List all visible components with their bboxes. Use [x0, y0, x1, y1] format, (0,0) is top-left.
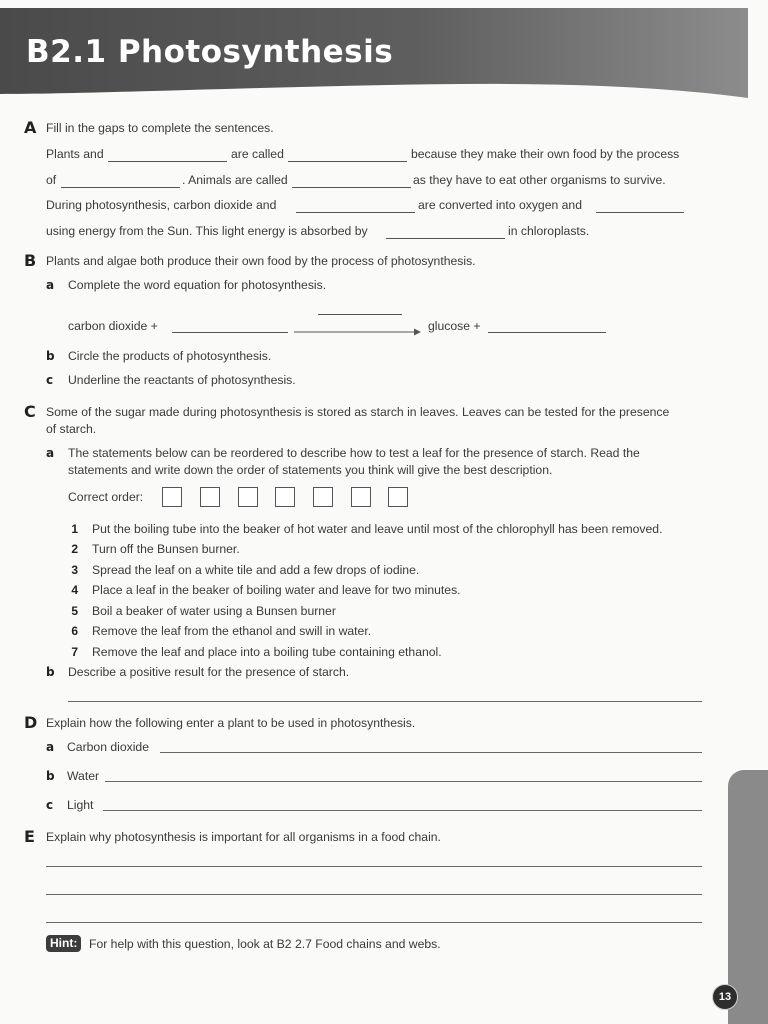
step-number: 2	[71, 542, 78, 556]
order-box-6[interactable]	[351, 487, 371, 507]
step-text: Spread the leaf on a white tile and add a few drops of iodine.	[92, 563, 420, 577]
d-a-text: Carbon dioxide	[67, 740, 149, 754]
equation-left: carbon dioxide +	[68, 319, 158, 333]
step-number: 4	[71, 583, 78, 597]
a-blank-5[interactable]	[296, 212, 415, 213]
a-line3-text2: are converted into oxygen and	[418, 198, 582, 212]
a-line2-text2: . Animals are called	[182, 173, 288, 187]
d-a-answer-line[interactable]	[160, 752, 702, 753]
step-text: Place a leaf in the beaker of boiling water and leave for two minutes.	[92, 583, 461, 597]
section-e-text: Explain why photosynthesis is important for all organisms in a food chain.	[46, 830, 441, 844]
step-number: 6	[71, 624, 78, 638]
step-text: Turn off the Bunsen burner.	[92, 542, 240, 556]
b-c-text: Underline the reactants of photosynthesis.	[68, 373, 296, 387]
d-a-label: a	[46, 740, 55, 754]
section-c-letter: C	[24, 402, 36, 421]
c-a-label: a	[46, 446, 55, 460]
side-tab	[728, 770, 768, 1024]
a-blank-4[interactable]	[292, 187, 411, 188]
a-line1-text3: because they make their own food by the process	[411, 147, 680, 161]
equation-right: glucose +	[428, 319, 481, 333]
d-c-text: Light	[67, 798, 94, 812]
c-a-text-1: The statements below can be reordered to describe how to test a leaf for the presence of starch. Read the	[68, 446, 640, 460]
a-blank-3[interactable]	[61, 187, 180, 188]
order-box-5[interactable]	[313, 487, 333, 507]
page-title: B2.1 Photosynthesis	[26, 34, 394, 70]
a-line2-text3: as they have to eat other organisms to survive.	[413, 173, 666, 187]
d-b-answer-line[interactable]	[105, 781, 702, 782]
step-number: 7	[71, 645, 78, 659]
step-text: Boil a beaker of water using a Bunsen burner	[92, 604, 336, 618]
d-b-label: b	[46, 769, 55, 783]
b-a-label: a	[46, 278, 55, 292]
section-d-text: Explain how the following enter a plant to be used in photosynthesis.	[46, 716, 416, 730]
c-b-label: b	[46, 665, 55, 679]
equation-arrow-icon	[294, 326, 422, 338]
section-d-letter: D	[24, 713, 38, 732]
d-b-text: Water	[67, 769, 100, 783]
c-a-text-2: statements and write down the order of statements you think will give the best description.	[68, 463, 553, 477]
a-line4-text2: in chloroplasts.	[508, 224, 590, 238]
a-line3-text1: During photosynthesis, carbon dioxide and	[46, 198, 277, 212]
order-box-1[interactable]	[162, 487, 182, 507]
b-c-label: c	[46, 373, 54, 387]
section-c-text-1: Some of the sugar made during photosynthesis is stored as starch in leaves. Leaves can be tested for the presence	[46, 405, 670, 419]
header-banner	[0, 8, 748, 96]
e-answer-line-1[interactable]	[46, 866, 702, 867]
step-number: 1	[71, 522, 78, 536]
order-box-7[interactable]	[388, 487, 408, 507]
hint-text: For help with this question, look at B2 2.7 Food chains and webs.	[89, 937, 441, 951]
a-blank-7[interactable]	[386, 238, 505, 239]
step-text: Remove the leaf and place into a boiling tube containing ethanol.	[92, 645, 442, 659]
step-number: 3	[71, 563, 78, 577]
c-b-answer-line[interactable]	[68, 701, 702, 702]
section-e-letter: E	[24, 827, 35, 846]
step-text: Put the boiling tube into the beaker of hot water and leave until most of the chlorophyll has been removed.	[92, 522, 663, 536]
step-text: Remove the leaf from the ethanol and swill in water.	[92, 624, 372, 638]
order-box-3[interactable]	[238, 487, 258, 507]
b-b-text: Circle the products of photosynthesis.	[68, 349, 272, 363]
section-a-instruction: Fill in the gaps to complete the sentences.	[46, 121, 274, 135]
a-line2-text1: of	[46, 173, 57, 187]
d-c-answer-line[interactable]	[103, 810, 702, 811]
e-answer-line-2[interactable]	[46, 894, 702, 895]
equation-product-blank[interactable]	[488, 332, 606, 333]
a-line1-text1: Plants and	[46, 147, 104, 161]
correct-order-label: Correct order:	[68, 490, 144, 504]
order-box-2[interactable]	[200, 487, 220, 507]
a-blank-1[interactable]	[108, 161, 227, 162]
page-number: 13	[712, 984, 738, 1010]
equation-reactant-blank[interactable]	[172, 332, 288, 333]
hint-badge: Hint:	[46, 935, 81, 952]
order-box-4[interactable]	[275, 487, 295, 507]
b-a-text: Complete the word equation for photosynthesis.	[68, 278, 327, 292]
section-b-letter: B	[24, 251, 37, 270]
step-number: 5	[71, 604, 78, 618]
a-line1-text2: are called	[231, 147, 284, 161]
d-c-label: c	[46, 798, 54, 812]
section-b-text: Plants and algae both produce their own food by the process of photosynthesis.	[46, 254, 476, 268]
a-line4-text1: using energy from the Sun. This light energy is absorbed by	[46, 224, 368, 238]
section-c-text-2: of starch.	[46, 422, 97, 436]
c-b-text: Describe a positive result for the presence of starch.	[68, 665, 350, 679]
section-a-letter: A	[24, 118, 37, 137]
equation-condition-blank[interactable]	[318, 314, 402, 315]
a-blank-2[interactable]	[288, 161, 407, 162]
e-answer-line-3[interactable]	[46, 922, 702, 923]
b-b-label: b	[46, 349, 55, 363]
a-blank-6[interactable]	[596, 212, 684, 213]
